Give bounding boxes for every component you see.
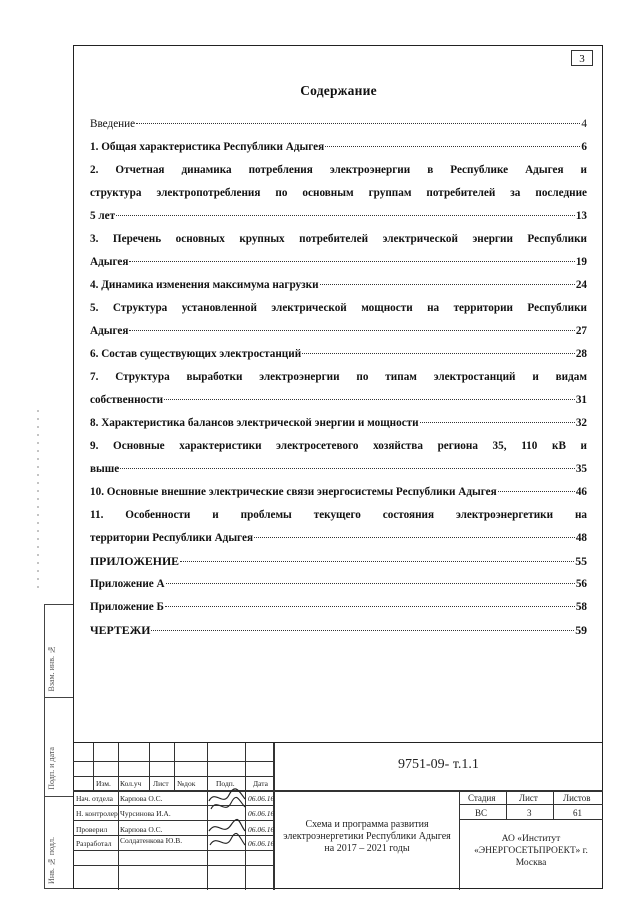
sheets-label: Листов bbox=[563, 793, 591, 803]
side-cell-inv bbox=[45, 796, 73, 890]
toc-entry bbox=[90, 113, 587, 136]
toc-page-number: 32 bbox=[575, 417, 587, 429]
toc-leader bbox=[498, 491, 575, 492]
toc-entry-line bbox=[90, 251, 587, 274]
organization: АО «Институт «ЭНЕРГОСЕТЬПРОЕКТ» г. Москва bbox=[474, 834, 588, 868]
toc-leader bbox=[129, 261, 574, 262]
scan-marks bbox=[33, 410, 43, 590]
toc-entry bbox=[90, 412, 587, 435]
toc-page-number: 13 bbox=[575, 210, 587, 222]
toc-title: Содержание bbox=[300, 83, 377, 98]
toc-page-number: 28 bbox=[575, 348, 587, 360]
hdr-list: Лист bbox=[153, 779, 169, 788]
toc-entry-text: Адыгея bbox=[90, 325, 129, 337]
toc-entry bbox=[90, 159, 587, 228]
date-controller: 06.06.16 bbox=[248, 809, 275, 818]
toc-page-number: 56 bbox=[575, 578, 587, 590]
role-checked: Проверил bbox=[76, 825, 108, 834]
toc-leader bbox=[180, 561, 574, 562]
toc-entry bbox=[90, 481, 587, 504]
name-head: Карпова О.С. bbox=[120, 794, 163, 803]
page-number: 3 bbox=[571, 50, 593, 66]
name-controller: Чурсинова И.А. bbox=[120, 809, 171, 818]
stage-value: ВС bbox=[475, 808, 488, 818]
side-cell-replace bbox=[45, 605, 73, 697]
toc-entry-line bbox=[90, 458, 587, 481]
toc-page-number: 59 bbox=[575, 623, 587, 637]
toc-entry bbox=[90, 366, 587, 412]
project-title: Схема и программа развития электроэнергетики Республики Адыгея на 2017 – 2021 годы bbox=[283, 819, 451, 854]
toc-leader bbox=[129, 330, 574, 331]
toc-entry bbox=[90, 136, 587, 159]
role-developed: Разработал bbox=[76, 839, 112, 848]
toc-entry-line bbox=[90, 320, 587, 343]
name-developed: Солдатенкова Ю.В. bbox=[120, 836, 183, 845]
toc-entry-text: 7. Структура выработки электроэнергии по типам электростанций и видам bbox=[90, 371, 587, 383]
toc-entry-text: структура электропотребления по основным группам потребителей за последние bbox=[90, 187, 587, 199]
side-label-sign: Подп. и дата bbox=[47, 747, 56, 790]
toc-leader bbox=[420, 422, 575, 423]
toc-entry-line bbox=[90, 389, 587, 412]
toc-entry-text: 9. Основные характеристики электросетевого хозяйства региона 35, 110 кВ и bbox=[90, 440, 587, 452]
toc-page-number: 24 bbox=[575, 279, 587, 291]
toc-entry-line bbox=[90, 113, 587, 136]
toc-page-number: 48 bbox=[575, 532, 587, 544]
date-checked: 06.06.16 bbox=[248, 825, 275, 834]
toc-entry-line bbox=[90, 573, 587, 596]
toc-entry bbox=[90, 619, 587, 642]
toc-page-number: 35 bbox=[575, 463, 587, 475]
toc-entry-text: 6. Состав существующих электростанций bbox=[90, 348, 302, 360]
toc-page-number: 55 bbox=[575, 554, 587, 568]
toc-leader bbox=[166, 583, 575, 584]
toc-entry-line bbox=[90, 596, 587, 619]
toc-leader bbox=[120, 468, 575, 469]
toc-entry-text: Приложение А bbox=[90, 578, 165, 590]
side-stamp bbox=[44, 604, 73, 889]
toc-entry-text: Адыгея bbox=[90, 256, 129, 268]
toc-leader bbox=[136, 123, 580, 124]
doc-code: 9751-09- т.1.1 bbox=[398, 757, 479, 772]
toc-leader bbox=[254, 537, 575, 538]
toc-entry bbox=[90, 274, 587, 297]
toc-entry bbox=[90, 550, 587, 573]
toc-page-number: 46 bbox=[575, 486, 587, 498]
toc-leader bbox=[320, 284, 575, 285]
side-label-replace: Взам. инв. № bbox=[47, 644, 56, 691]
toc-leader bbox=[165, 606, 575, 607]
toc-entry-text: Приложение Б bbox=[90, 601, 164, 613]
toc-entry bbox=[90, 297, 587, 343]
toc-entry-text: 5. Структура установленной электрической мощности на территории Республики bbox=[90, 302, 587, 314]
stage-label: Стадия bbox=[468, 793, 496, 803]
toc-entry bbox=[90, 573, 587, 596]
toc-entry-text: ЧЕРТЕЖИ bbox=[90, 623, 151, 637]
toc-entry-text: 10. Основные внешние электрические связи энергосистемы Республики Адыгея bbox=[90, 486, 497, 498]
toc-entry bbox=[90, 596, 587, 619]
toc-entry-text: территории Республики Адыгея bbox=[90, 532, 253, 544]
hdr-ndok: №док bbox=[177, 779, 196, 788]
toc-entry-line bbox=[90, 136, 587, 159]
role-head: Нач. отдела bbox=[76, 794, 114, 803]
toc-page-number: 19 bbox=[575, 256, 587, 268]
toc-leader bbox=[151, 630, 574, 631]
role-controller: Н. контролер bbox=[76, 809, 118, 818]
toc-entry-line bbox=[90, 550, 587, 573]
toc-entry-line bbox=[90, 619, 587, 642]
toc-entry-text: 4. Динамика изменения максимума нагрузки bbox=[90, 279, 319, 291]
toc-entry-text: 8. Характеристика балансов электрической энергии и мощности bbox=[90, 417, 419, 429]
toc-entry bbox=[90, 228, 587, 274]
side-cell-sign bbox=[45, 697, 73, 796]
sheet-value: 3 bbox=[527, 808, 532, 818]
toc-entry-line bbox=[90, 274, 587, 297]
toc-page-number: 31 bbox=[575, 394, 587, 406]
hdr-podp: Подп. bbox=[216, 779, 235, 788]
toc-content bbox=[90, 80, 587, 642]
toc-entry-text: ПРИЛОЖЕНИЕ bbox=[90, 554, 179, 568]
toc-entry bbox=[90, 343, 587, 366]
toc-leader bbox=[164, 399, 575, 400]
toc-leader bbox=[325, 146, 580, 147]
toc-entry-text: 2. Отчетная динамика потребления электроэнергии в Республике Адыгея и bbox=[90, 164, 587, 176]
toc-entry-text: выше bbox=[90, 463, 120, 475]
toc-entry-text: 5 лет bbox=[90, 210, 116, 222]
toc-entry-line bbox=[90, 205, 587, 228]
name-checked: Карпова О.С. bbox=[120, 825, 163, 834]
toc-entry-line bbox=[90, 343, 587, 366]
sheets-value: 61 bbox=[573, 808, 582, 818]
date-head: 06.06.16 bbox=[248, 794, 275, 803]
toc-page-number: 27 bbox=[575, 325, 587, 337]
toc-leader bbox=[302, 353, 575, 354]
hdr-data: Дата bbox=[253, 779, 268, 788]
toc-entry-text: собственности bbox=[90, 394, 164, 406]
date-developed: 06.06.16 bbox=[248, 839, 275, 848]
toc-entry-line bbox=[90, 481, 587, 504]
hdr-kolich: Кол.уч bbox=[120, 779, 142, 788]
toc-page-number: 6 bbox=[581, 141, 587, 153]
side-label-inv: Инв. № подл. bbox=[47, 837, 56, 884]
sheet-label: Лист bbox=[519, 793, 538, 803]
toc-entry-text: 3. Перечень основных крупных потребителей электрической энергии Республики bbox=[90, 233, 587, 245]
toc-leader bbox=[116, 215, 575, 216]
toc-page-number: 4 bbox=[581, 118, 587, 130]
toc-entry-text: Введение bbox=[90, 118, 136, 130]
toc-page-number: 58 bbox=[575, 601, 587, 613]
signature-graphic bbox=[205, 787, 247, 857]
toc-list bbox=[90, 113, 587, 642]
title-block bbox=[73, 742, 603, 889]
toc-entry-line bbox=[90, 412, 587, 435]
toc-entry-text: 11. Особенности и проблемы текущего состояния электроэнергетики на bbox=[90, 509, 587, 521]
toc-entry-line bbox=[90, 527, 587, 550]
toc-entry bbox=[90, 504, 587, 550]
hdr-izm: Изм. bbox=[96, 779, 111, 788]
toc-entry-text: 1. Общая характеристика Республики Адыгея bbox=[90, 141, 325, 153]
toc-entry bbox=[90, 435, 587, 481]
